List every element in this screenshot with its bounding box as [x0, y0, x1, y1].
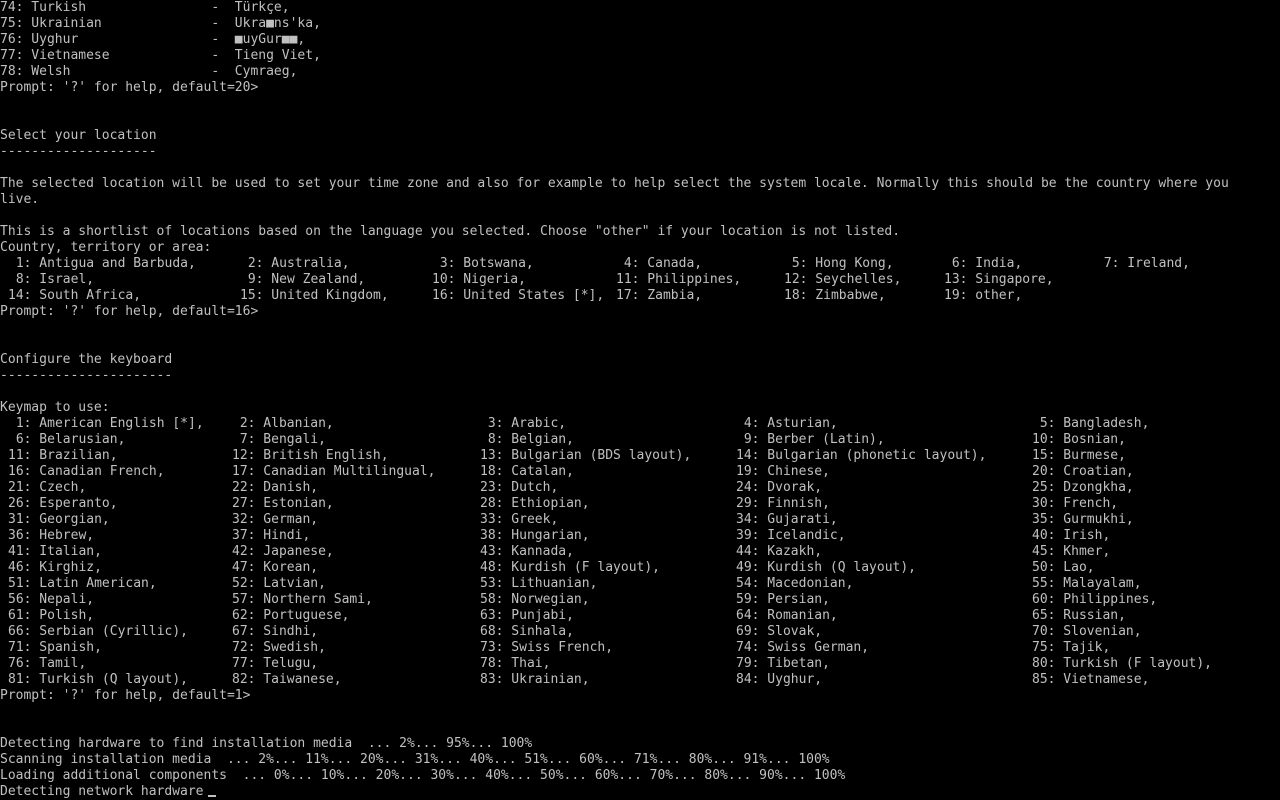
location-option: 13: Singapore, [944, 272, 1054, 287]
keymap-option: 55: Malayalam, [1032, 576, 1142, 591]
keymap-option: 11: Brazilian, [8, 448, 118, 463]
keymap-option: 71: Spanish, [8, 640, 102, 655]
keymap-option-row [0, 512, 1280, 528]
keymap-option: 50: Lao, [1032, 560, 1095, 575]
keymap-option-row [0, 464, 1280, 480]
keymap-option: 31: Georgian, [8, 512, 110, 527]
keymap-option-row [0, 560, 1280, 576]
keymap-option: 52: Latvian, [232, 576, 326, 591]
keymap-option: 59: Persian, [736, 592, 830, 607]
keymap-option: 74: Swiss German, [736, 640, 870, 655]
location-shortlist-note: This is a shortlist of locations based on the language you selected. Choose "other" if your location is not listed. [0, 224, 901, 239]
keymap-option: 77: Telugu, [232, 656, 319, 671]
location-option-row [0, 272, 1280, 288]
keyboard-title-underline: ---------------------- [0, 368, 173, 383]
location-description-cont: live. [0, 192, 40, 207]
keymap-option: 80: Turkish (F layout), [1032, 656, 1213, 671]
keymap-option: 45: Khmer, [1032, 544, 1111, 559]
location-option: 9: New Zealand, [240, 272, 366, 287]
location-option: 11: Philippines, [616, 272, 742, 287]
keymap-option: 7: Bengali, [232, 432, 326, 447]
keymap-prompt: Prompt: '?' for help, default=1> [0, 688, 251, 703]
blank-line [0, 336, 1280, 352]
language-option: 78: Welsh - Cymraeg, [0, 64, 298, 79]
location-option: 10: Nigeria, [432, 272, 526, 287]
keymap-option: 76: Tamil, [8, 656, 87, 671]
keymap-option: 68: Sinhala, [480, 624, 574, 639]
blank-line [0, 704, 1280, 720]
blank-line [0, 96, 1280, 112]
location-prompt: Prompt: '?' for help, default=16> [0, 304, 259, 319]
keymap-option: 57: Northern Sami, [232, 592, 373, 607]
keymap-option-row [0, 640, 1280, 656]
keymap-option: 37: Hindi, [232, 528, 311, 543]
location-option: 16: United States [*], [432, 288, 605, 303]
keymap-option: 46: Kirghiz, [8, 560, 102, 575]
keymap-option: 22: Danish, [232, 480, 319, 495]
keymap-option: 35: Gurmukhi, [1032, 512, 1134, 527]
blank-line [0, 320, 1280, 336]
keymap-option: 19: Chinese, [736, 464, 830, 479]
keymap-option: 60: Philippines, [1032, 592, 1158, 607]
keymap-option: 61: Polish, [8, 608, 95, 623]
keymap-option: 33: Greek, [480, 512, 559, 527]
language-option: 74: Turkish - Türkçe, [0, 0, 290, 15]
location-option-row [0, 288, 1280, 304]
location-description: The selected location will be used to set your time zone and also for example to help select the system locale. Normally this should be the country where you [0, 176, 1229, 191]
progress-line: Detecting hardware to find installation media ... 2%... 95%... 100% [0, 736, 533, 751]
location-option: 1: Antigua and Barbuda, [8, 256, 196, 271]
keymap-option: 6: Belarusian, [8, 432, 126, 447]
location-title-underline: -------------------- [0, 144, 157, 159]
keymap-option: 63: Punjabi, [480, 608, 574, 623]
keymap-option: 9: Berber (Latin), [736, 432, 885, 447]
keymap-option: 67: Sindhi, [232, 624, 319, 639]
keymap-option: 32: German, [232, 512, 319, 527]
blank-line [0, 384, 1280, 400]
location-option-row [0, 256, 1280, 272]
keymap-option: 5: Bangladesh, [1032, 416, 1150, 431]
keymap-option-row [0, 432, 1280, 448]
keymap-option: 53: Lithuanian, [480, 576, 598, 591]
keymap-option: 25: Dzongkha, [1032, 480, 1134, 495]
keymap-option-row [0, 608, 1280, 624]
keymap-option: 24: Dvorak, [736, 480, 823, 495]
keymap-option: 20: Croatian, [1032, 464, 1134, 479]
keymap-option: 8: Belgian, [480, 432, 574, 447]
keymap-option: 34: Gujarati, [736, 512, 838, 527]
keymap-option: 16: Canadian French, [8, 464, 165, 479]
keymap-option: 14: Bulgarian (phonetic layout), [736, 448, 987, 463]
keymap-option-row [0, 528, 1280, 544]
keymap-option: 18: Catalan, [480, 464, 574, 479]
keymap-option: 30: French, [1032, 496, 1119, 511]
location-option: 8: Israel, [8, 272, 95, 287]
progress-line: Loading additional components ... 0%... 10%... 20%... 30%... 40%... 50%... 60%... 70%... 80%... 90%... 100% [0, 768, 846, 783]
keymap-option-row [0, 576, 1280, 592]
location-option: 19: other, [944, 288, 1023, 303]
keymap-option: 36: Hebrew, [8, 528, 95, 543]
keymap-option-row [0, 416, 1280, 432]
keymap-option: 56: Nepali, [8, 592, 95, 607]
keymap-option: 17: Canadian Multilingual, [232, 464, 436, 479]
location-option: 4: Canada, [616, 256, 703, 271]
keymap-option: 48: Kurdish (F layout), [480, 560, 661, 575]
keymap-option: 3: Arabic, [480, 416, 567, 431]
keyboard-title: Configure the keyboard [0, 352, 173, 367]
keymap-option: 69: Slovak, [736, 624, 823, 639]
keymap-option: 70: Slovenian, [1032, 624, 1142, 639]
keymap-option: 54: Macedonian, [736, 576, 854, 591]
progress-line-current [0, 784, 1280, 800]
keymap-option: 73: Swiss French, [480, 640, 614, 655]
keymap-option: 23: Dutch, [480, 480, 559, 495]
keymap-option-row [0, 624, 1280, 640]
location-option: 15: United Kingdom, [240, 288, 389, 303]
keymap-option: 47: Korean, [232, 560, 319, 575]
keymap-option: 26: Esperanto, [8, 496, 118, 511]
location-option: 6: India, [944, 256, 1023, 271]
keymap-option-row [0, 480, 1280, 496]
location-option: 5: Hong Kong, [784, 256, 894, 271]
blank-line [0, 208, 1280, 224]
keymap-option: 83: Ukrainian, [480, 672, 590, 687]
keymap-option: 49: Kurdish (Q layout), [736, 560, 917, 575]
keymap-options [0, 416, 1280, 688]
keymap-option: 43: Kannada, [480, 544, 574, 559]
keymap-option-row [0, 448, 1280, 464]
keymap-option: 84: Uyghur, [736, 672, 823, 687]
location-option: 3: Botswana, [432, 256, 534, 271]
keymap-option: 62: Portuguese, [232, 608, 350, 623]
keymap-option: 72: Swedish, [232, 640, 326, 655]
keymap-option: 12: British English, [232, 448, 389, 463]
location-option: 14: South Africa, [8, 288, 142, 303]
keymap-option: 79: Tibetan, [736, 656, 830, 671]
keymap-option: 28: Ethiopian, [480, 496, 590, 511]
location-option: 18: Zimbabwe, [784, 288, 886, 303]
keymap-option: 38: Hungarian, [480, 528, 590, 543]
location-label: Country, territory or area: [0, 240, 212, 255]
keymap-option-row [0, 656, 1280, 672]
keymap-label: Keymap to use: [0, 400, 110, 415]
text-cursor [208, 795, 216, 797]
blank-line [0, 160, 1280, 176]
keymap-option: 64: Romanian, [736, 608, 838, 623]
location-option: 17: Zambia, [616, 288, 703, 303]
keymap-option: 21: Czech, [8, 480, 87, 495]
keymap-option-row [0, 672, 1280, 688]
language-option: 75: Ukrainian - Ukra■ns'ka, [0, 16, 321, 31]
keymap-option: 10: Bosnian, [1032, 432, 1126, 447]
keymap-option: 4: Asturian, [736, 416, 838, 431]
keymap-option: 66: Serbian (Cyrillic), [8, 624, 189, 639]
keymap-option: 15: Burmese, [1032, 448, 1126, 463]
location-options [0, 256, 1280, 304]
keymap-option: 42: Japanese, [232, 544, 334, 559]
location-title: Select your location [0, 128, 157, 143]
keymap-option: 85: Vietnamese, [1032, 672, 1150, 687]
keymap-option: 58: Norwegian, [480, 592, 590, 607]
keymap-option-row [0, 592, 1280, 608]
keymap-option-row [0, 544, 1280, 560]
keymap-option: 2: Albanian, [232, 416, 334, 431]
progress-line-text: Detecting network hardware [0, 784, 204, 799]
keymap-option: 29: Finnish, [736, 496, 830, 511]
blank-line [0, 720, 1280, 736]
keymap-option: 13: Bulgarian (BDS layout), [480, 448, 692, 463]
location-option: 12: Seychelles, [784, 272, 902, 287]
language-option: 77: Vietnamese - Tieng Viet, [0, 48, 321, 63]
keymap-option-row [0, 496, 1280, 512]
keymap-option: 41: Italian, [8, 544, 102, 559]
location-option: 2: Australia, [240, 256, 350, 271]
keymap-option: 39: Icelandic, [736, 528, 846, 543]
keymap-option: 65: Russian, [1032, 608, 1126, 623]
location-option: 7: Ireland, [1096, 256, 1190, 271]
progress-line: Scanning installation media ... 2%... 11%... 20%... 31%... 40%... 51%... 60%... 71%... 80%... 91%... 100% [0, 752, 830, 767]
keymap-option: 51: Latin American, [8, 576, 157, 591]
keymap-option: 44: Kazakh, [736, 544, 823, 559]
keymap-option: 1: American English [*], [8, 416, 204, 431]
blank-line [0, 112, 1280, 128]
keymap-option: 82: Taiwanese, [232, 672, 342, 687]
keymap-option: 27: Estonian, [232, 496, 334, 511]
keymap-option: 78: Thai, [480, 656, 551, 671]
language-prompt: Prompt: '?' for help, default=20> [0, 80, 259, 95]
keymap-option: 40: Irish, [1032, 528, 1111, 543]
keymap-option: 75: Tajik, [1032, 640, 1111, 655]
language-option: 76: Uyghur - ■uyGur■■, [0, 32, 306, 47]
keymap-option: 81: Turkish (Q layout), [8, 672, 189, 687]
